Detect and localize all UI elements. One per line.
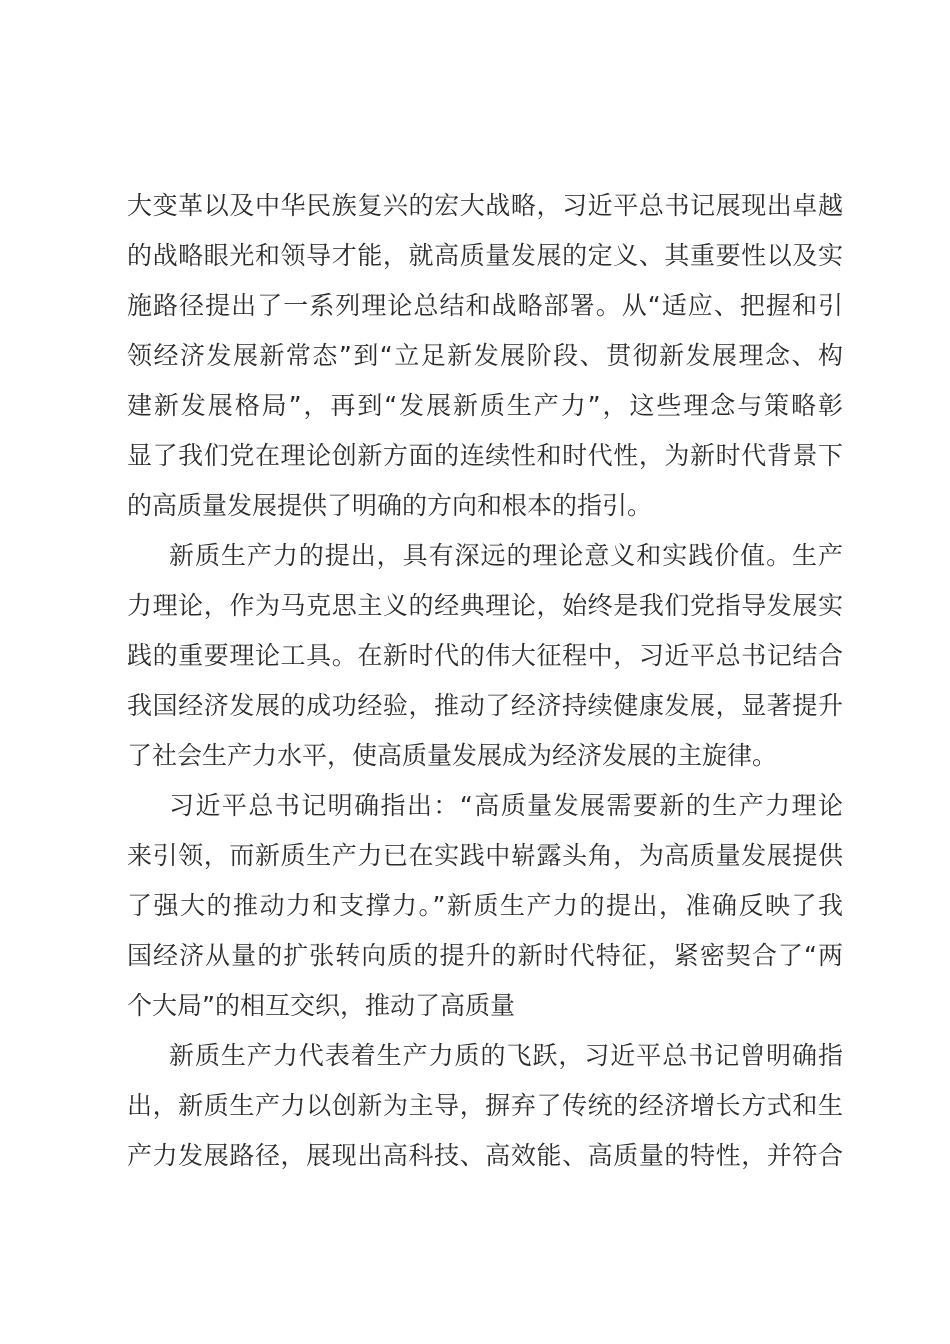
text-line: 个大局”的相互交织，推动了高质量 <box>127 991 515 1020</box>
text-line: 新质生产力的提出，具有深远的理论意义和实践价值。生产 <box>169 541 843 570</box>
text-line: 习近平总书记明确指出：“高质量发展需要新的生产力理论 <box>169 791 843 820</box>
text-line: 力理论，作为马克思主义的经典理论，始终是我们党指导发展实 <box>127 591 843 620</box>
body-text <box>127 181 843 1181</box>
text-line: 领经济发展新常态”到“立足新发展阶段、贯彻新发展理念、构 <box>127 341 843 370</box>
text-line: 显了我们党在理论创新方面的连续性和时代性，为新时代背景下 <box>127 441 843 470</box>
text-line: 产力发展路径，展现出高科技、高效能、高质量的特性，并符合 <box>127 1141 843 1170</box>
text-line: 了社会生产力水平，使高质量发展成为经济发展的主旋律。 <box>127 741 778 770</box>
text-line: 我国经济发展的成功经验，推动了经济持续健康发展，显著提升 <box>127 691 843 720</box>
text-line: 践的重要理论工具。在新时代的伟大征程中，习近平总书记结合 <box>127 641 843 670</box>
text-line: 来引领，而新质生产力已在实践中崭露头角，为高质量发展提供 <box>127 841 843 870</box>
text-line: 建新发展格局”，再到“发展新质生产力”，这些理念与策略彰 <box>127 391 843 420</box>
text-line: 的高质量发展提供了明确的方向和根本的指引。 <box>127 491 653 520</box>
text-line: 国经济从量的扩张转向质的提升的新时代特征，紧密契合了“两 <box>127 941 843 970</box>
paragraph-3 <box>127 781 843 1031</box>
paragraph-4 <box>127 1031 843 1181</box>
text-line: 新质生产力代表着生产力质的飞跃，习近平总书记曾明确指 <box>169 1041 843 1070</box>
paragraph-1 <box>127 181 843 531</box>
text-line: 的战略眼光和领导才能，就高质量发展的定义、其重要性以及实 <box>127 241 843 270</box>
text-line: 大变革以及中华民族复兴的宏大战略，习近平总书记展现出卓越 <box>127 191 843 220</box>
text-line: 出，新质生产力以创新为主导，摒弃了传统的经济增长方式和生 <box>127 1091 843 1120</box>
paragraph-2 <box>127 531 843 781</box>
text-line: 了强大的推动力和支撑力。”新质生产力的提出，准确反映了我 <box>127 891 843 920</box>
text-line: 施路径提出了一系列理论总结和战略部署。从“适应、把握和引 <box>127 291 843 320</box>
